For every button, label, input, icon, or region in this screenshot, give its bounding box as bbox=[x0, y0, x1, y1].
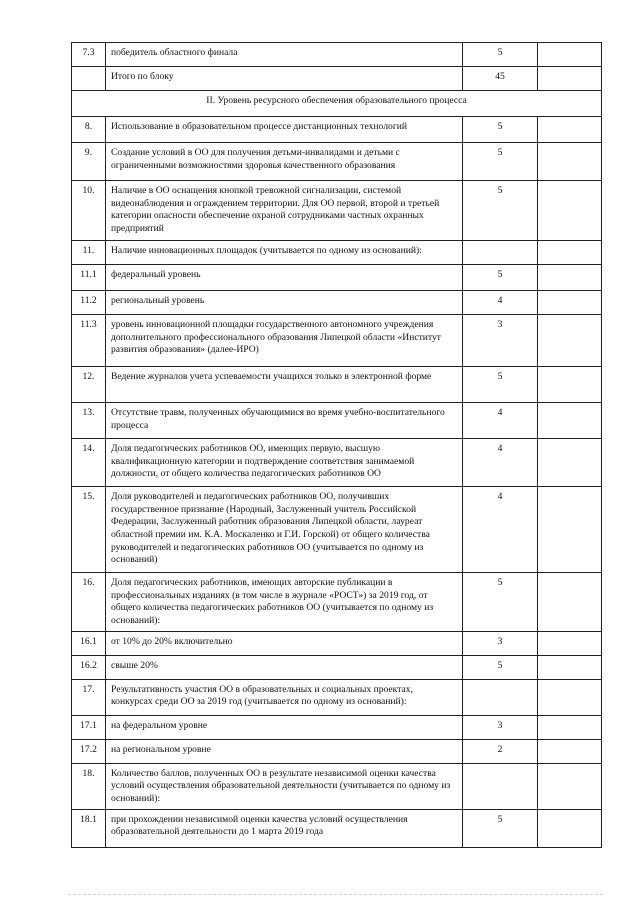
criterion-text: при прохождении независимой оценки качества условий осуществления образовательной деятельности до 1 марта 2019 года bbox=[106, 809, 463, 847]
empty-cell bbox=[538, 241, 602, 265]
empty-cell bbox=[538, 265, 602, 291]
row-number: 11.1 bbox=[72, 265, 106, 291]
criterion-text: уровень инновационной площадки государственного автономного учреждения дополнительного профессионального образования Липецкой области «Институт развития образования» (далее-ИРО) bbox=[106, 315, 463, 367]
section-title: II. Уровень ресурсного обеспечения образовательного процесса bbox=[72, 91, 602, 117]
row-number: 16.2 bbox=[72, 655, 106, 679]
score-value: 5 bbox=[463, 43, 538, 67]
empty-cell bbox=[538, 763, 602, 809]
row-number: 9. bbox=[72, 143, 106, 181]
score-value: 3 bbox=[463, 631, 538, 655]
empty-cell bbox=[538, 487, 602, 573]
score-value: 4 bbox=[463, 403, 538, 439]
criterion-text: Ведение журналов учета успеваемости учащихся только в электронной форме bbox=[106, 367, 463, 403]
criteria-row bbox=[72, 181, 602, 241]
empty-cell bbox=[538, 117, 602, 143]
score-value: 5 bbox=[463, 143, 538, 181]
criteria-table bbox=[71, 42, 602, 848]
score-value: 3 bbox=[463, 315, 538, 367]
empty-cell bbox=[538, 181, 602, 241]
row-number: 12. bbox=[72, 367, 106, 403]
row-number: 8. bbox=[72, 117, 106, 143]
criterion-text: Наличие в ОО оснащения кнопкой тревожной сигнализации, системой видеонаблюдения и ограждением территории. Для ОО первой, второй и третьей категории опасности обеспечение охраной сотрудниками частных охранных предприятий bbox=[106, 181, 463, 241]
criterion-text: от 10% до 20% включительно bbox=[106, 631, 463, 655]
row-number bbox=[72, 67, 106, 91]
criteria-row bbox=[72, 573, 602, 632]
criterion-text: на федеральном уровне bbox=[106, 715, 463, 739]
criteria-row bbox=[72, 763, 602, 809]
empty-cell bbox=[538, 67, 602, 91]
criteria-row bbox=[72, 367, 602, 403]
score-value: 5 bbox=[463, 181, 538, 241]
criteria-row bbox=[72, 739, 602, 763]
row-number: 11.2 bbox=[72, 291, 106, 315]
score-value: 5 bbox=[463, 573, 538, 632]
criterion-text: Доля педагогических работников ОО, имеющих первую, высшую квалификационную категории и подтверждение соответствия занимаемой должности, от общего количества педагогических работников ОО bbox=[106, 439, 463, 487]
row-number: 10. bbox=[72, 181, 106, 241]
row-number: 7.3 bbox=[72, 43, 106, 67]
score-value: 5 bbox=[463, 809, 538, 847]
empty-cell bbox=[538, 403, 602, 439]
score-value bbox=[463, 241, 538, 265]
criterion-text: Доля педагогических работников, имеющих авторские публикации в профессиональных изданиях (в том числе в журнале «РОСТ») за 2019 год, от общего количества педагогических работников ОО (учитывается по одному из оснований): bbox=[106, 573, 463, 632]
criterion-text: Итого по блоку bbox=[106, 67, 463, 91]
empty-cell bbox=[538, 739, 602, 763]
section-header-row bbox=[72, 91, 602, 117]
score-value: 5 bbox=[463, 265, 538, 291]
score-value: 5 bbox=[463, 367, 538, 403]
score-value: 4 bbox=[463, 487, 538, 573]
criteria-table-body bbox=[72, 43, 602, 848]
empty-cell bbox=[538, 43, 602, 67]
row-number: 18.1 bbox=[72, 809, 106, 847]
criteria-row bbox=[72, 265, 602, 291]
criteria-row bbox=[72, 439, 602, 487]
criteria-row bbox=[72, 241, 602, 265]
row-number: 11. bbox=[72, 241, 106, 265]
criterion-text: Создание условий в ОО для получения детьми-инвалидами и детьми с ограниченными возможностями здоровья качественного образования bbox=[106, 143, 463, 181]
criteria-row bbox=[72, 43, 602, 67]
score-value: 5 bbox=[463, 655, 538, 679]
empty-cell bbox=[538, 315, 602, 367]
empty-cell bbox=[538, 809, 602, 847]
score-value: 2 bbox=[463, 739, 538, 763]
criterion-text: федеральный уровень bbox=[106, 265, 463, 291]
criteria-row bbox=[72, 679, 602, 715]
empty-cell bbox=[538, 655, 602, 679]
criterion-text: Наличие инновационных площадок (учитывается по одному из оснований): bbox=[106, 241, 463, 265]
empty-cell bbox=[538, 715, 602, 739]
criteria-row bbox=[72, 487, 602, 573]
row-number: 17. bbox=[72, 679, 106, 715]
criterion-text: региональный уровень bbox=[106, 291, 463, 315]
criterion-text: на региональном уровне bbox=[106, 739, 463, 763]
score-value: 5 bbox=[463, 117, 538, 143]
empty-cell bbox=[538, 367, 602, 403]
criteria-row bbox=[72, 809, 602, 847]
criterion-text: Доля руководителей и педагогических работников ОО, получивших государственное признание (Народный, Заслуженный учитель Российской Федерации, Заслуженный работник образования Липецкой области, лауреат областной премии им. К.А. Москаленко и Г.И. Горской) от общего количества руководителей и педагогических работников ОО (учитывается по одному из оснований) bbox=[106, 487, 463, 573]
row-number: 18. bbox=[72, 763, 106, 809]
row-number: 17.1 bbox=[72, 715, 106, 739]
criteria-row bbox=[72, 67, 602, 91]
score-value bbox=[463, 679, 538, 715]
row-number: 17.2 bbox=[72, 739, 106, 763]
row-number: 14. bbox=[72, 439, 106, 487]
score-value: 3 bbox=[463, 715, 538, 739]
row-number: 16. bbox=[72, 573, 106, 632]
criterion-text: Использование в образовательном процессе дистанционных технологий bbox=[106, 117, 463, 143]
criterion-text: Количество баллов, полученных ОО в результате независимой оценки качества условий осуществления образовательной деятельности (учитывается по одному из оснований): bbox=[106, 763, 463, 809]
criteria-row bbox=[72, 655, 602, 679]
empty-cell bbox=[538, 573, 602, 632]
criterion-text: свыше 20% bbox=[106, 655, 463, 679]
criteria-row bbox=[72, 143, 602, 181]
criteria-row bbox=[72, 117, 602, 143]
row-number: 13. bbox=[72, 403, 106, 439]
row-number: 15. bbox=[72, 487, 106, 573]
score-value: 45 bbox=[463, 67, 538, 91]
score-value: 4 bbox=[463, 291, 538, 315]
empty-cell bbox=[538, 291, 602, 315]
empty-cell bbox=[538, 439, 602, 487]
score-value: 4 bbox=[463, 439, 538, 487]
criteria-row bbox=[72, 315, 602, 367]
criteria-row bbox=[72, 403, 602, 439]
page-bottom-edge bbox=[68, 894, 603, 896]
score-value bbox=[463, 763, 538, 809]
criteria-row bbox=[72, 631, 602, 655]
criterion-text: Результативность участия ОО в образовательных и социальных проектах, конкурсах среди ОО за 2019 год (учитывается по одному из оснований): bbox=[106, 679, 463, 715]
empty-cell bbox=[538, 631, 602, 655]
row-number: 11.3 bbox=[72, 315, 106, 367]
criteria-row bbox=[72, 715, 602, 739]
criteria-row bbox=[72, 291, 602, 315]
empty-cell bbox=[538, 143, 602, 181]
empty-cell bbox=[538, 679, 602, 715]
criterion-text: победитель областного финала bbox=[106, 43, 463, 67]
criterion-text: Отсутствие травм, полученных обучающимися во время учебно-воспитательного процесса bbox=[106, 403, 463, 439]
row-number: 16.1 bbox=[72, 631, 106, 655]
